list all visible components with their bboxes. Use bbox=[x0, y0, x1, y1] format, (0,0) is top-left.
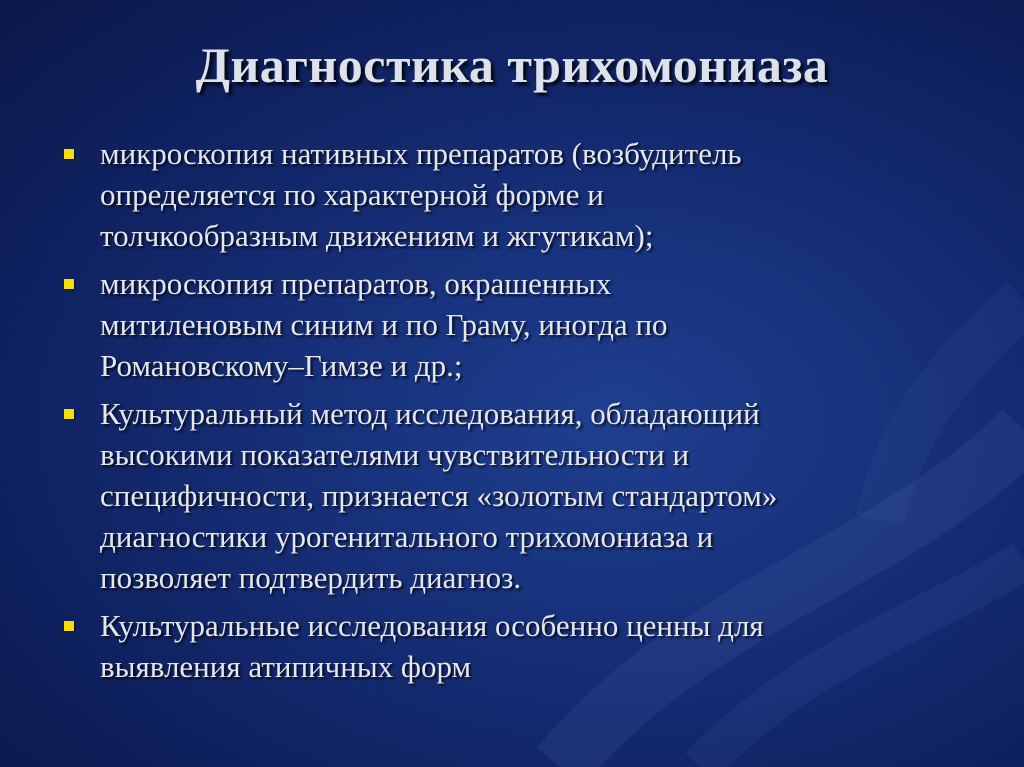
bullet-text: Культуральные исследования особенно ценны для выявления атипичных форм bbox=[100, 608, 764, 684]
bullet-item bbox=[60, 605, 960, 687]
square-bullet-icon bbox=[64, 279, 74, 289]
bullet-text: микроскопия нативных препаратов (возбудитель определяется по характерной форме и толчкообразным движениям и жгутикам); bbox=[100, 136, 742, 253]
square-bullet-icon bbox=[64, 409, 74, 419]
bullet-item bbox=[60, 263, 960, 386]
bullet-text: Культуральный метод исследования, обладающий высокими показателями чувствительности и специфичности, признается «золотым стандартом» диагностики урогенитального трихомониаза и позволяет подтвердить диагноз. bbox=[100, 396, 778, 595]
bullet-text: микроскопия препаратов, окрашенных митиленовым синим и по Граму, иногда по Романовскому–Гимзе и др.; bbox=[100, 266, 668, 383]
square-bullet-icon bbox=[64, 149, 74, 159]
slide-title: Диагностика трихомониаза bbox=[195, 37, 829, 93]
bullet-item bbox=[60, 393, 960, 598]
bullet-list bbox=[60, 133, 960, 694]
bullet-item bbox=[60, 133, 960, 256]
square-bullet-icon bbox=[64, 621, 74, 631]
